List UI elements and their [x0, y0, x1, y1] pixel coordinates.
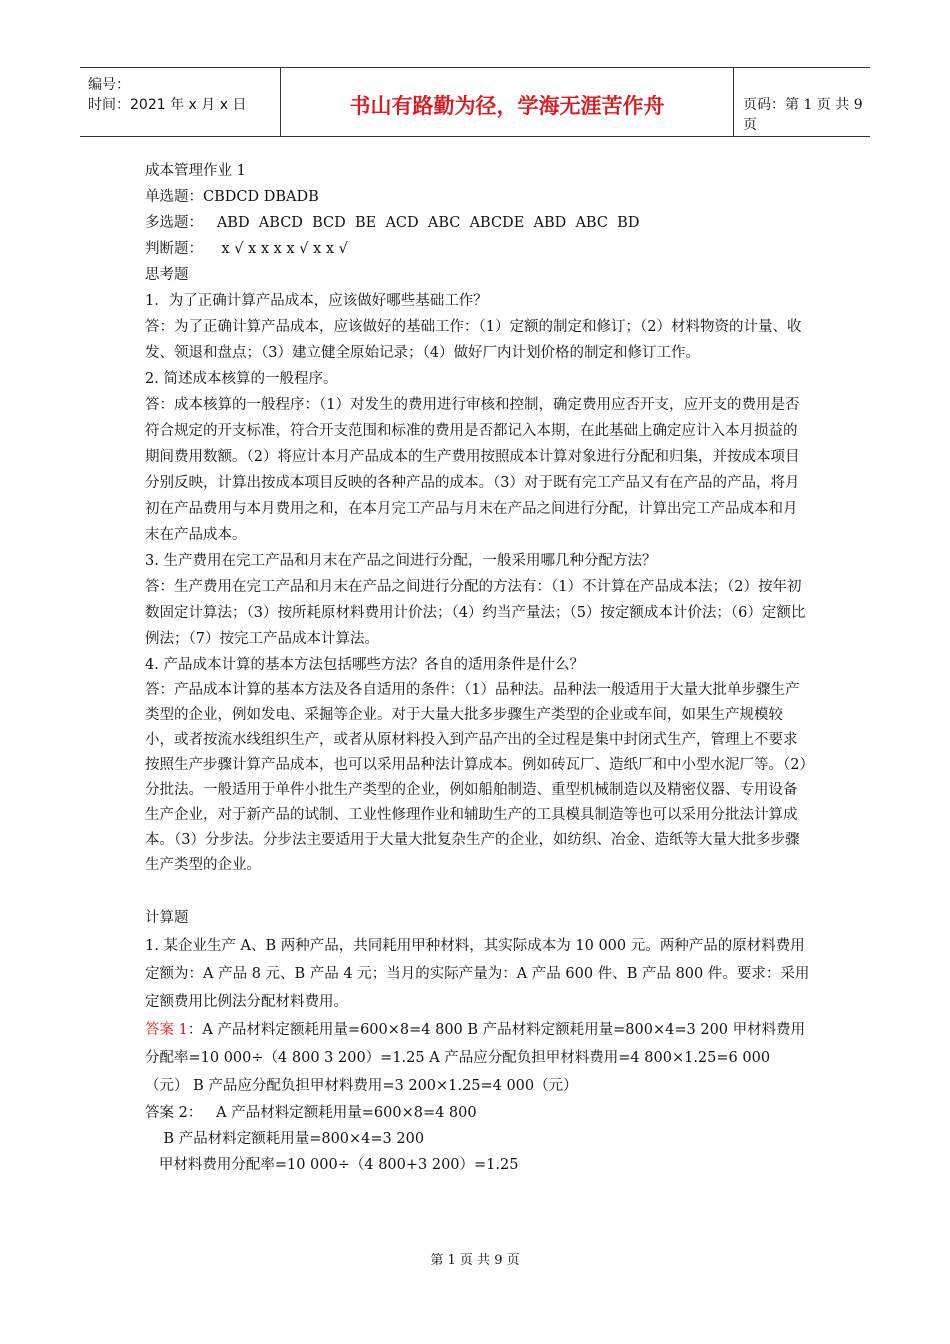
- question-3: 3. 生产费用在完工产品和月末在产品之间进行分配，一般采用哪几种分配方法？: [145, 553, 657, 569]
- calc-heading: 计算题: [145, 910, 189, 926]
- page-footer: 第 1 页 共 9 页: [430, 1253, 520, 1268]
- thinking-heading: 思考题: [145, 267, 189, 283]
- question-2: 2. 简述成本核算的一般程序。: [145, 371, 338, 387]
- header-right-cell: [733, 68, 870, 136]
- question-4: 4. 产品成本计算的基本方法包括哪些方法？各自的适用条件是什么？: [145, 657, 584, 673]
- answer-1-label: 答案 1: [145, 1022, 188, 1038]
- section-gap: [145, 878, 810, 904]
- document-time-label: 时间：2021 年 x 月 x 日: [88, 97, 247, 113]
- single-choice-answers: 单选题：CBDCD DBADB: [145, 189, 319, 205]
- answer-3: 答：生产费用在完工产品和月末在产品之间进行分配的方法有：（1）不计算在产品成本法；（2）按年初数固定计算法；（3）按所耗原材料费用计价法；（4）约当产量法；（5）按定额成本计价法；（6）定额比例法；（7）按完工产品成本计算法。: [145, 579, 806, 647]
- header-middle-cell: [280, 68, 734, 136]
- header-motto: 书山有路勤为径，学海无涯苦作舟: [349, 94, 665, 118]
- doc-title: 成本管理作业 1: [145, 163, 246, 179]
- question-1: 1．为了正确计算产品成本，应该做好哪些基础工作？: [145, 293, 488, 309]
- answer-2-line-2: B 产品材料定额耗用量=800×4=3 200: [145, 1131, 425, 1147]
- page-header: [80, 67, 870, 137]
- header-page-label: 页码：第 1 页 共 9 页: [743, 97, 863, 133]
- answer-4: 答：产品成本计算的基本方法及各自适用的条件：（1）品种法。品种法一般适用于大量大批单步骤生产类型的企业，例如发电、采掘等企业。对于大量大批多步骤生产类型的企业或车间，如果生产规模较小，或者按流水线组织生产，或者从原材料投入到产品产出的全过程是集中封闭式生产，管理上不要求按照生产步骤计算产品成本，也可以采用品种法计算成本。例如砖瓦厂、造纸厂和中小型水泥厂等。（2）分批法。一般适用于单件小批生产类型的企业，例如船舶制造、重型机械制造以及精密仪器、专用设备生产企业，对于新产品的试制、工业性修理作业和辅助生产的工具模具制造等也可以采用分批法计算成本。（3）分步法。分步法主要适用于大量大批复杂生产的企业，如纺织、冶金、造纸等大量大批多步骤生产类型的企业。: [145, 682, 807, 873]
- answer-2-line-1: 答案 2： A 产品材料定额耗用量=600×8=4 800: [145, 1105, 477, 1121]
- true-false-answers: 判断题： x √ x x x x √ x x √: [145, 241, 348, 257]
- answer-1: 答：为了正确计算产品成本，应该做好的基础工作：（1）定额的制定和修订；（2）材料物资的计量、收发、领退和盘点；（3）建立健全原始记录；（4）做好厂内计划价格的制定和修订工作。: [145, 319, 802, 361]
- calc-question-1: 1. 某企业生产 A、B 两种产品，共同耗用甲种材料，其实际成本为 10 000 元。两种产品的原材料费用定额为：A 产品 8 元、B 产品 4 元；当月的实际产量为：A 产品 600 件、B 产品 800 件。要求：采用定额费用比例法分配材料费用。: [145, 938, 810, 1010]
- multi-choice-answers: 多选题： ABD ABCD BCD BE ACD ABC ABCDE ABD ABC BD: [145, 215, 640, 231]
- document-body: [145, 158, 810, 1178]
- answer-2: 答：成本核算的一般程序：（1）对发生的费用进行审核和控制，确定费用应否开支，应开支的费用是否符合规定的开支标准，符合开支范围和标准的费用是否都记入本期，在此基础上确定应计入本月损益的期间费用数额。（2）将应计本月产品成本的生产费用按照成本计算对象进行分配和归集，并按成本项目分别反映，计算出按成本项目反映的各种产品的成本。（3）对于既有完工产品又有在产品的产品，将月初在产品费用与本月费用之和，在本月完工产品与月末在产品之间进行分配，计算出完工产品成本和月末在产品成本。: [145, 397, 800, 543]
- answer-2-line-3: 甲材料费用分配率=10 000÷（4 800+3 200）=1.25: [145, 1157, 519, 1173]
- answer-1-text: ：A 产品材料定额耗用量=600×8=4 800 B 产品材料定额耗用量=800×4=3 200 甲材料费用分配率=10 000÷（4 800 3 200）=1.25 A 产品应分配负担甲材料费用=4 800×1.25=6 000（元） B 产品应分配负担甲材料费用=3 200×1.25=4 000（元）: [145, 1022, 806, 1094]
- header-left-cell: [80, 68, 280, 136]
- calc-answer-1: [145, 1016, 810, 1100]
- document-number-label: 编号：: [88, 77, 130, 93]
